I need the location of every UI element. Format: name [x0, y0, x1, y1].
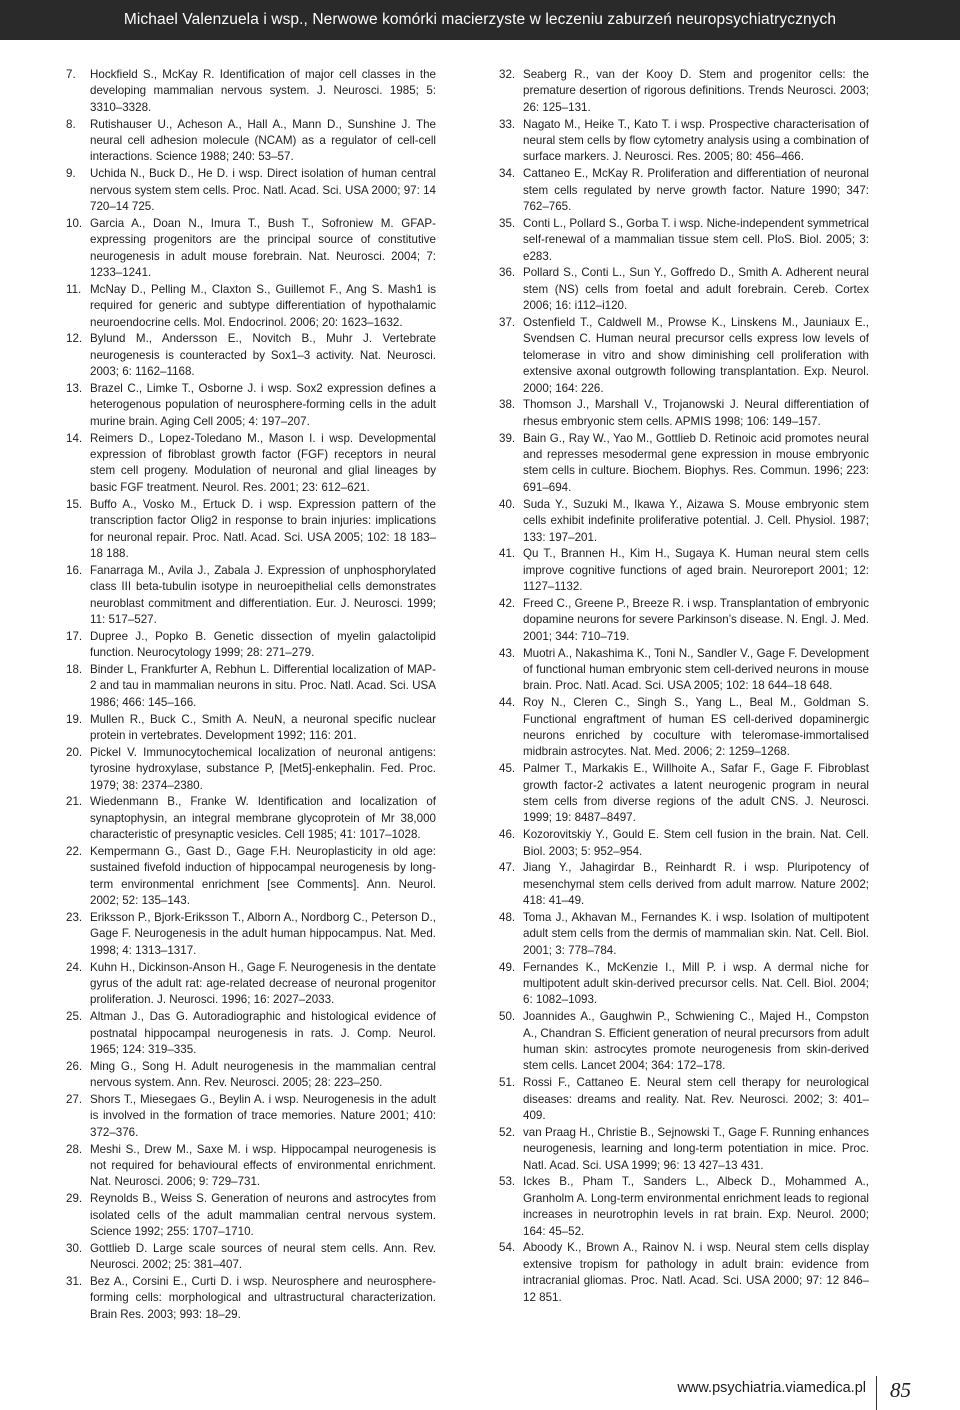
references-left-column: [66, 67, 436, 1324]
reference-number: 36.: [499, 266, 516, 280]
journal-url[interactable]: www.psychiatria.viamedica.pl: [677, 1380, 866, 1396]
reference-number: 11.: [66, 282, 82, 296]
reference-number: 51.: [499, 1076, 516, 1090]
reference-item: [499, 546, 869, 595]
reference-text: Altman J., Das G. Autoradiographic and histological evidence of postnatal hippocampal neurogenesis in rats. J. Comp. Neurol. 1965; 124: 319–335.: [90, 1010, 436, 1056]
reference-text: Uchida N., Buck D., He D. i wsp. Direct isolation of human central nervous system stem cells. Proc. Natl. Acad. Sci. USA 2000; 97: 14 720–14 725.: [90, 167, 436, 214]
reference-text: van Praag H., Christie B., Sejnowski T., Gage F. Running enhances neurogenesis, learning and long-term potentiation in mice. Proc. Natl. Acad. Sci. USA 1999; 96: 13 427–13 431.: [523, 1125, 869, 1172]
reference-number: 30.: [66, 1241, 83, 1255]
reference-text: Reimers D., Lopez-Toledano M., Mason I. i wsp. Developmental expression of fibroblast growth factor (FGF) receptors in neural stem cell progeny. Modulation of neuronal and glial lineages by basic FGF treatment. Neurol. Res. 2001; 23: 612–621.: [90, 431, 436, 494]
reference-number: 49.: [499, 960, 516, 974]
reference-item: [66, 331, 436, 380]
reference-item: [66, 282, 436, 331]
reference-item: [499, 1174, 869, 1240]
reference-item: [66, 1241, 436, 1274]
reference-text: Suda Y., Suzuki M., Ikawa Y., Aizawa S. Mouse embryonic stem cells exhibit indefinite proliferative potential. J. Cell. Physiol. 1987; 133: 197–201.: [523, 497, 869, 544]
reference-text: Binder L, Frankfurter A, Rebhun L. Differential localization of MAP-2 and tau in mammalian neurons in situ. Proc. Natl. Acad. Sci. USA 1986; 466: 145–166.: [90, 662, 436, 709]
reference-number: 29.: [66, 1192, 83, 1206]
reference-item: [499, 860, 869, 909]
reference-item: [499, 497, 869, 546]
reference-number: 22.: [66, 844, 83, 858]
reference-item: [66, 67, 436, 116]
reference-number: 19.: [66, 712, 83, 726]
reference-item: [499, 910, 869, 959]
reference-text: Bylund M., Andersson E., Novitch B., Muhr J. Vertebrate neurogenesis is counteracted by Sox1–3 activity. Nat. Neurosci. 2003; 6: 1162–1168.: [90, 332, 436, 379]
reference-text: Joannides A., Gaughwin P., Schwiening C., Majed H., Compston A., Chandran S. Efficient generation of neural precursors from adult human skin: astrocytes promote neurogenesis from skin-derived stem cells. Lancet 2004; 364: 172–178.: [523, 1010, 869, 1073]
reference-item: [66, 1274, 436, 1323]
reference-text: Bez A., Corsini E., Curti D. i wsp. Neurosphere and neurosphere-forming cells: morphological and ultrastructural characterization. Brain Res. 2003; 993: 18–29.: [90, 1275, 436, 1321]
reference-text: Kuhn H., Dickinson-Anson H., Gage F. Neurogenesis in the dentate gyrus of the adult rat: age-related decrease of neuronal progenitor proliferation. J. Neurosci. 1996; 16: 2027–2033.: [90, 960, 436, 1007]
reference-number: 54.: [499, 1241, 516, 1255]
reference-number: 18.: [66, 662, 83, 676]
reference-text: Toma J., Akhavan M., Fernandes K. i wsp. Isolation of multipotent adult stem cells from the dermis of mammalian skin. Nat. Cell. Biol. 2001; 3: 778–784.: [523, 910, 869, 957]
reference-text: Palmer T., Markakis E., Willhoite A., Safar F., Gage F. Fibroblast growth factor-2 activates a latent neurogenic program in neural stem cells from diverse regions of the adult CNS. J. Neurosci. 1999; 19: 8487–8497.: [523, 762, 869, 825]
reference-item: [66, 1059, 436, 1092]
reference-number: 13.: [66, 382, 83, 396]
reference-number: 35.: [499, 216, 516, 230]
reference-text: McNay D., Pelling M., Claxton S., Guillemot F., Ang S. Mash1 is required for generic and subtype differentiation of hypothalamic neuroendocrine cells. Mol. Endocrinol. 2006; 20: 1623–1632.: [90, 282, 436, 329]
reference-text: Bain G., Ray W., Yao M., Gottlieb D. Retinoic acid promotes neural and represses mesodermal gene expression in mouse embryonic stem cells in culture. Biochem. Biophys. Res. Commun. 1996; 223: 691–694.: [523, 431, 869, 494]
reference-text: Jiang Y., Jahagirdar B., Reinhardt R. i wsp. Pluripotency of mesenchymal stem cells derived from adult marrow. Nature 2002; 418: 41–49.: [523, 861, 869, 908]
reference-item: [66, 1009, 436, 1058]
reference-text: Conti L., Pollard S., Gorba T. i wsp. Niche-independent symmetrical self-renewal of a mammalian tissue stem cell. PloS. Biol. 2005; 3: e283.: [523, 216, 869, 263]
reference-item: [499, 596, 869, 645]
reference-number: 38.: [499, 398, 516, 412]
reference-text: Garcia A., Doan N., Imura T., Bush T., Sofroniew M. GFAP-expressing progenitors are the principal source of constitutive neurogenesis in adult mouse forebrain. Nat. Neurosci. 2004; 7: 1233–1241.: [90, 216, 436, 280]
reference-text: Ostenfield T., Caldwell M., Prowse K., Linskens M., Jauniaux E., Svendsen C. Human neural precursor cells express low levels of telomerase in vitro and show diminishing cell proliferation with extensive axonal outgrowth following transplantation. Exp. Neurol. 2000; 164: 226.: [523, 316, 869, 395]
reference-item: [499, 827, 869, 860]
reference-number: 33.: [499, 117, 516, 131]
references-section: [66, 67, 869, 1324]
reference-number: 39.: [499, 431, 516, 445]
reference-number: 44.: [499, 696, 516, 710]
reference-text: Kempermann G., Gast D., Gage F.H. Neuroplasticity in old age: sustained fivefold induction of hippocampal neurogenesis by long-term environmental enrichment [see Comments]. Ann. Neurol. 2002; 52: 135–143.: [90, 844, 436, 908]
page-footer: [0, 1376, 960, 1410]
reference-text: Ming G., Song H. Adult neurogenesis in the mammalian central nervous system. Ann. Rev. Neurosci. 2005; 28: 223–250.: [90, 1059, 436, 1090]
reference-number: 23.: [66, 910, 83, 924]
reference-text: Wiedenmann B., Franke W. Identification and localization of synaptophysin, an integral membrane glycoprotein of Mr 38,000 characteristic of presynaptic vesicles. Cell 1985; 41: 1017–1028.: [90, 795, 436, 842]
reference-item: [499, 315, 869, 397]
reference-number: 25.: [66, 1010, 83, 1024]
reference-text: Mullen R., Buck C., Smith A. NeuN, a neuronal specific nuclear protein in vertebrates. Development 1992; 116: 201.: [90, 712, 436, 742]
reference-text: Fernandes K., McKenzie I., Mill P. i wsp. A dermal niche for multipotent adult skin-derived precursor cells. Nat. Cell. Biol. 2004; 6: 1082–1093.: [523, 960, 869, 1007]
reference-text: Rutishauser U., Acheson A., Hall A., Mann D., Sunshine J. The neural cell adhesion molecule (NCAM) as a regulator of cell-cell interactions. Science 1988; 240: 53–57.: [90, 117, 436, 164]
reference-item: [66, 381, 436, 430]
reference-number: 8.: [66, 117, 76, 131]
reference-text: Reynolds B., Weiss S. Generation of neurons and astrocytes from isolated cells of the adult mammalian central nervous system. Science 1992; 255: 1707–1710.: [90, 1192, 436, 1239]
reference-text: Pickel V. Immunocytochemical localization of neuronal antigens: tyrosine hydroxylase, substance P, [Met5]-enkephalin. Fed. Proc. 1979; 38: 2374–2380.: [90, 745, 436, 792]
reference-text: Cattaneo E., McKay R. Proliferation and differentiation of neuronal stem cells regulated by nerve growth factor. Nature 1990; 347: 762–765.: [523, 167, 869, 214]
reference-text: Roy N., Cleren C., Singh S., Yang L., Beal M., Goldman S. Functional engraftment of human ES cell-derived dopaminergic neurons enriched by coculture with teleromase-immortalised midbrain astrocytes. Nat. Med. 2006; 2: 1259–1268.: [523, 696, 869, 759]
reference-item: [66, 844, 436, 910]
reference-number: 50.: [499, 1010, 516, 1024]
reference-item: [66, 117, 436, 166]
reference-number: 17.: [66, 629, 83, 643]
reference-text: Aboody K., Brown A., Rainov N. i wsp. Neural stem cells display extensive tropism for pathology in adult brain: evidence from intracranial gliomas. Proc. Natl. Acad. Sci. USA 2000; 97: 12 846–12 851.: [523, 1241, 869, 1304]
reference-text: Gottlieb D. Large scale sources of neural stem cells. Ann. Rev. Neurosci. 2002; 25: 381–407.: [90, 1241, 436, 1272]
reference-number: 10.: [66, 216, 83, 230]
reference-item: [66, 794, 436, 843]
reference-item: [66, 563, 436, 629]
reference-item: [66, 1092, 436, 1141]
reference-item: [499, 397, 869, 430]
reference-text: Eriksson P., Bjork-Eriksson T., Alborn A., Nordborg C., Peterson D., Gage F. Neurogenesis in the adult human hippocampus. Nat. Med. 1998; 4: 1313–1317.: [90, 910, 436, 957]
reference-number: 21.: [66, 795, 83, 809]
reference-number: 41.: [499, 547, 516, 561]
reference-item: [499, 265, 869, 314]
reference-item: [499, 216, 869, 265]
reference-text: Meshi S., Drew M., Saxe M. i wsp. Hippocampal neurogenesis is not required for behavioural effects of environmental enrichment. Nat. Neurosci. 2006; 9: 729–731.: [90, 1142, 436, 1189]
reference-number: 53.: [499, 1175, 516, 1189]
reference-number: 9.: [66, 167, 76, 181]
reference-number: 27.: [66, 1093, 83, 1106]
reference-item: [499, 1075, 869, 1124]
reference-item: [66, 216, 436, 282]
reference-text: Kozorovitskiy Y., Gould E. Stem cell fusion in the brain. Nat. Cell. Biol. 2003; 5: 952–954.: [523, 828, 869, 858]
reference-text: Qu T., Brannen H., Kim H., Sugaya K. Human neural stem cells improve cognitive functions of aged brain. Neuroreport 2001; 12: 1127–1132.: [523, 547, 869, 594]
reference-number: 12.: [66, 332, 83, 346]
reference-text: Muotri A., Nakashima K., Toni N., Sandler V., Gage F. Development of functional human embryonic stem cell-derived neurons in mouse brain. Proc. Natl. Acad. Sci. USA 2005; 102: 18 644–18 648.: [523, 646, 869, 693]
reference-number: 24.: [66, 960, 83, 974]
reference-item: [66, 431, 436, 497]
reference-text: Freed C., Greene P., Breeze R. i wsp. Transplantation of embryonic dopamine neurons for severe Parkinson’s disease. N. Engl. J. Med. 2001; 344: 710–719.: [523, 596, 869, 643]
reference-text: Nagato M., Heike T., Kato T. i wsp. Prospective characterisation of neural stem cells by flow cytometry analysis using a combination of surface markers. J. Neurosci. Res. 2005; 80: 456–466.: [523, 117, 869, 164]
reference-number: 42.: [499, 596, 516, 610]
reference-item: [499, 1125, 869, 1174]
reference-number: 45.: [499, 762, 516, 776]
reference-item: [66, 166, 436, 215]
reference-item: [499, 431, 869, 497]
reference-number: 34.: [499, 167, 516, 181]
reference-item: [66, 1191, 436, 1240]
reference-item: [66, 497, 436, 563]
reference-item: [499, 1009, 869, 1075]
reference-item: [499, 67, 869, 116]
reference-item: [499, 695, 869, 761]
reference-number: 43.: [499, 646, 516, 660]
reference-text: Buffo A., Vosko M., Ertuck D. i wsp. Expression pattern of the transcription factor Olig2 in response to brain injuries: implications for neuronal repair. Proc. Natl. Acad. Sci. USA 2005; 102: 18 183–18 188.: [90, 497, 436, 560]
reference-item: [499, 117, 869, 166]
reference-number: 14.: [66, 431, 83, 445]
reference-item: [499, 761, 869, 827]
reference-text: Ickes B., Pham T., Sanders L., Albeck D., Mohammed A., Granholm A. Long-term environmental enrichment leads to regional increases in neurotrophin levels in rat brain. Exp. Neurol. 2000; 164: 45–52.: [523, 1175, 869, 1238]
reference-text: Seaberg R., van der Kooy D. Stem and progenitor cells: the premature desertion of rigorous definitions. Trends Neurosci. 2003; 26: 125–131.: [523, 68, 869, 114]
reference-number: 46.: [499, 828, 516, 842]
reference-text: Dupree J., Popko B. Genetic dissection of myelin galactolipid function. Neurocytology 1999; 28: 271–279.: [90, 629, 436, 660]
reference-item: [66, 960, 436, 1009]
reference-number: 7.: [66, 68, 76, 81]
running-title: Michael Valenzuela i wsp., Nerwowe komórki macierzyste w leczeniu zaburzeń neuropsychiatrycznych: [123, 11, 837, 28]
reference-number: 20.: [66, 745, 83, 759]
reference-text: Fanarraga M., Avila J., Zabala J. Expression of unphosphorylated class III beta-tubulin isotype in neuroepithelial cells demonstrates neuroblast commitment and differentiation. Eur. J. Neurosci. 1999; 11: 517–527.: [90, 563, 436, 626]
references-right-column: [499, 67, 869, 1324]
reference-number: 32.: [499, 68, 516, 81]
reference-text: Hockfield S., McKay R. Identification of major cell classes in the developing mammalian nervous system. J. Neurosci. 1985; 5: 3310–3328.: [90, 68, 436, 114]
reference-item: [499, 166, 869, 215]
reference-number: 52.: [499, 1125, 516, 1139]
reference-number: 40.: [499, 497, 516, 511]
reference-text: Shors T., Miesegaes G., Beylin A. i wsp. Neurogenesis in the adult is involved in the formation of trace memories. Nature 2001; 410: 372–376.: [90, 1093, 436, 1139]
running-header: [0, 0, 960, 40]
reference-item: [66, 712, 436, 745]
page-number: 85: [890, 1378, 911, 1402]
reference-item: [66, 662, 436, 711]
reference-item: [499, 960, 869, 1009]
reference-number: 16.: [66, 563, 83, 577]
reference-item: [499, 1240, 869, 1306]
reference-number: 26.: [66, 1059, 83, 1073]
reference-item: [66, 910, 436, 959]
reference-item: [66, 629, 436, 662]
reference-item: [66, 745, 436, 794]
footer-divider: [876, 1376, 877, 1410]
reference-number: 37.: [499, 316, 516, 330]
reference-text: Pollard S., Conti L., Sun Y., Goffredo D., Smith A. Adherent neural stem (NS) cells from foetal and adult forebrain. Cereb. Cortex 2006; 16: i112–i120.: [523, 266, 869, 313]
reference-text: Rossi F., Cattaneo E. Neural stem cell therapy for neurological diseases: dreams and reality. Nat. Rev. Neurosci. 2002; 3: 401–409.: [523, 1076, 869, 1123]
reference-number: 15.: [66, 497, 83, 511]
reference-text: Thomson J., Marshall V., Trojanowski J. Neural differentiation of rhesus embryonic stem cells. APMIS 1998; 106: 149–157.: [523, 398, 869, 428]
reference-number: 31.: [66, 1275, 83, 1289]
reference-text: Brazel C., Limke T., Osborne J. i wsp. Sox2 expression defines a heterogenous population of neurosphere-forming cells in the adult murine brain. Aging Cell 2005; 4: 197–207.: [90, 382, 436, 428]
reference-number: 28.: [66, 1142, 83, 1156]
reference-item: [66, 1142, 436, 1191]
reference-number: 48.: [499, 910, 516, 924]
reference-item: [499, 646, 869, 695]
reference-number: 47.: [499, 861, 516, 875]
